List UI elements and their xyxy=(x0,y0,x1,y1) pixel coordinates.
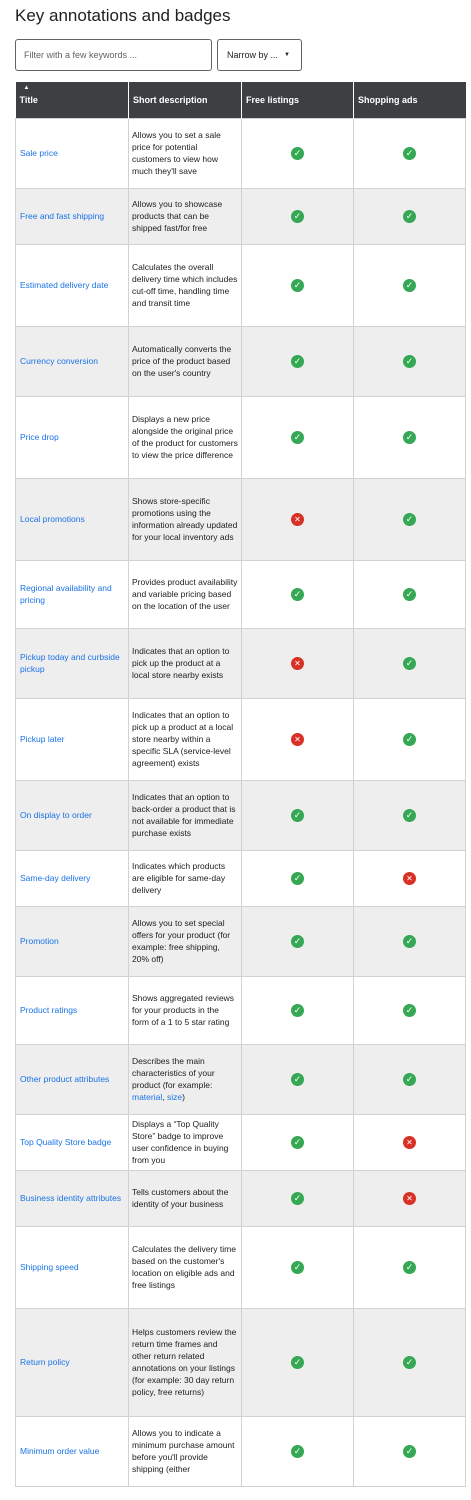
row-description xyxy=(129,478,242,560)
page-title: Key annotations and badges xyxy=(15,6,231,25)
shopping-ads-cell xyxy=(354,780,466,850)
row-description xyxy=(129,976,242,1044)
description-text: Calculates the overall delivery time which includes cut-off time, handling time and transit time xyxy=(132,262,238,308)
row-title-link[interactable]: Sale price xyxy=(16,118,129,188)
description-text: Indicates which products are eligible for same-day delivery xyxy=(132,861,226,895)
row-description xyxy=(129,244,242,326)
row-description xyxy=(129,906,242,976)
description-text: Indicates that an option to pick up a product at a local store nearby within a specific SLA (service-level agreement) exists xyxy=(132,710,234,768)
table-row xyxy=(16,396,466,478)
table-row xyxy=(16,560,466,628)
free-listings-cell xyxy=(242,906,354,976)
shopping-ads-cell xyxy=(354,628,466,698)
check-circle-icon: ✓ xyxy=(403,733,416,746)
cross-circle-icon: ✕ xyxy=(291,513,304,526)
row-description xyxy=(129,560,242,628)
table-row xyxy=(16,1114,466,1170)
row-title-link[interactable]: Return policy xyxy=(16,1308,129,1416)
table-row xyxy=(16,1308,466,1416)
check-circle-icon: ✓ xyxy=(291,588,304,601)
check-circle-icon: ✓ xyxy=(291,1136,304,1149)
check-circle-icon: ✓ xyxy=(403,431,416,444)
description-text: Allows you to set a sale price for potential customers to view how much they'll save xyxy=(132,130,221,176)
shopping-ads-cell xyxy=(354,188,466,244)
caret-down-icon: ▼ xyxy=(284,52,290,58)
free-listings-cell xyxy=(242,1416,354,1486)
shopping-ads-cell xyxy=(354,1170,466,1226)
free-listings-cell xyxy=(242,698,354,780)
column-header-free-listings[interactable]: Free listings xyxy=(242,82,354,118)
table-row xyxy=(16,850,466,906)
row-description xyxy=(129,118,242,188)
row-description xyxy=(129,628,242,698)
row-title-link[interactable]: On display to order xyxy=(16,780,129,850)
check-circle-icon: ✓ xyxy=(291,1261,304,1274)
row-title-link[interactable]: Pickup later xyxy=(16,698,129,780)
free-listings-cell xyxy=(242,628,354,698)
table-header-row xyxy=(16,82,466,118)
row-description xyxy=(129,1308,242,1416)
description-text: Allows you to set special offers for your product (for example: free shipping, 20% off) xyxy=(132,918,231,964)
row-title-link[interactable]: Product ratings xyxy=(16,976,129,1044)
table-row xyxy=(16,976,466,1044)
description-suffix: ) xyxy=(182,1092,185,1102)
free-listings-cell xyxy=(242,780,354,850)
check-circle-icon: ✓ xyxy=(403,1261,416,1274)
shopping-ads-cell xyxy=(354,244,466,326)
free-listings-cell xyxy=(242,396,354,478)
cross-circle-icon: ✕ xyxy=(403,1192,416,1205)
check-circle-icon: ✓ xyxy=(403,147,416,160)
row-title-link[interactable]: Minimum order value xyxy=(16,1416,129,1486)
table-row xyxy=(16,244,466,326)
row-description xyxy=(129,326,242,396)
row-title-link[interactable]: Currency conversion xyxy=(16,326,129,396)
check-circle-icon: ✓ xyxy=(403,1445,416,1458)
description-link[interactable]: size xyxy=(166,1092,183,1102)
description-text: Provides product availability and variable pricing based on the location of the user xyxy=(132,577,238,611)
free-listings-cell xyxy=(242,560,354,628)
check-circle-icon: ✓ xyxy=(403,809,416,822)
check-circle-icon: ✓ xyxy=(291,872,304,885)
check-circle-icon: ✓ xyxy=(403,513,416,526)
shopping-ads-cell xyxy=(354,396,466,478)
description-text: Automatically converts the price of the product based on the user's country xyxy=(132,344,232,378)
table-row xyxy=(16,780,466,850)
check-circle-icon: ✓ xyxy=(403,657,416,670)
shopping-ads-cell xyxy=(354,1308,466,1416)
shopping-ads-cell xyxy=(354,560,466,628)
check-circle-icon: ✓ xyxy=(403,588,416,601)
description-text: Shows aggregated reviews for your products in the form of a 1 to 5 star rating xyxy=(132,993,235,1027)
row-description xyxy=(129,698,242,780)
column-header-description[interactable]: Short description xyxy=(129,82,242,118)
table-row xyxy=(16,1226,466,1308)
shopping-ads-cell xyxy=(354,1044,466,1114)
row-title-link[interactable]: Business identity attributes xyxy=(16,1170,129,1226)
table-row xyxy=(16,698,466,780)
sort-ascending-icon: ▲ xyxy=(23,85,30,91)
table-row xyxy=(16,1170,466,1226)
free-listings-cell xyxy=(242,188,354,244)
free-listings-cell xyxy=(242,1226,354,1308)
row-title-link[interactable]: Free and fast shipping xyxy=(16,188,129,244)
check-circle-icon: ✓ xyxy=(403,1073,416,1086)
shopping-ads-cell xyxy=(354,698,466,780)
column-header-title[interactable]: ▲ Title xyxy=(16,82,129,118)
description-text: Indicates that an option to pick up the product at a local store nearby exists xyxy=(132,646,230,680)
description-text: Displays a new price alongside the original price of the product for customers to view the price difference xyxy=(132,414,238,460)
shopping-ads-cell xyxy=(354,326,466,396)
check-circle-icon: ✓ xyxy=(291,210,304,223)
table-row xyxy=(16,1044,466,1114)
row-title-link[interactable]: Promotion xyxy=(16,906,129,976)
row-title-link[interactable]: Estimated delivery date xyxy=(16,244,129,326)
check-circle-icon: ✓ xyxy=(291,1073,304,1086)
description-text: Tells customers about the identity of your business xyxy=(132,1187,229,1209)
row-description xyxy=(129,850,242,906)
free-listings-cell xyxy=(242,1114,354,1170)
table-row xyxy=(16,1416,466,1486)
row-description xyxy=(129,1114,242,1170)
shopping-ads-cell xyxy=(354,1114,466,1170)
check-circle-icon: ✓ xyxy=(291,355,304,368)
row-title-link[interactable]: Same-day delivery xyxy=(16,850,129,906)
free-listings-cell xyxy=(242,326,354,396)
column-header-shopping-ads[interactable]: Shopping ads xyxy=(354,82,466,118)
check-circle-icon: ✓ xyxy=(403,355,416,368)
description-text: Displays a “Top Quality Store” badge to improve user confidence in buying from you xyxy=(132,1119,229,1165)
check-circle-icon: ✓ xyxy=(403,279,416,292)
cross-circle-icon: ✕ xyxy=(403,1136,416,1149)
free-listings-cell xyxy=(242,850,354,906)
check-circle-icon: ✓ xyxy=(291,1356,304,1369)
shopping-ads-cell xyxy=(354,976,466,1044)
description-text: Indicates that an option to back-order a product that is not available for immediate purchase exists xyxy=(132,792,236,838)
cross-circle-icon: ✕ xyxy=(291,657,304,670)
check-circle-icon: ✓ xyxy=(291,1445,304,1458)
filter-input[interactable] xyxy=(15,39,212,71)
check-circle-icon: ✓ xyxy=(291,809,304,822)
narrow-by-label: Narrow by ... xyxy=(227,50,279,60)
cross-circle-icon: ✕ xyxy=(291,733,304,746)
check-circle-icon: ✓ xyxy=(291,1004,304,1017)
description-text: Allows you to indicate a minimum purchase amount before you'll provide shipping (either xyxy=(132,1428,235,1474)
free-listings-cell xyxy=(242,478,354,560)
shopping-ads-cell xyxy=(354,478,466,560)
annotations-table xyxy=(15,82,466,1487)
check-circle-icon: ✓ xyxy=(291,147,304,160)
description-text: Calculates the delivery time based on the customer's location on eligible ads and free listings xyxy=(132,1244,236,1290)
row-title-link[interactable]: Other product attributes xyxy=(16,1044,129,1114)
row-title-link[interactable]: Shipping speed xyxy=(16,1226,129,1308)
description-text: Shows store-specific promotions using the information already updated for your local inventory ads xyxy=(132,496,238,542)
table-row xyxy=(16,478,466,560)
check-circle-icon: ✓ xyxy=(291,279,304,292)
shopping-ads-cell xyxy=(354,1416,466,1486)
row-description xyxy=(129,1226,242,1308)
free-listings-cell xyxy=(242,976,354,1044)
description-text: Helps customers review the return time frames and other return related annotations on your listings (for example: 30 day return policy, free returns) xyxy=(132,1327,237,1397)
table-row xyxy=(16,628,466,698)
table-body xyxy=(16,118,466,1486)
check-circle-icon: ✓ xyxy=(403,935,416,948)
narrow-by-dropdown[interactable] xyxy=(217,39,302,71)
row-description xyxy=(129,1416,242,1486)
free-listings-cell xyxy=(242,244,354,326)
row-description xyxy=(129,780,242,850)
check-circle-icon: ✓ xyxy=(291,431,304,444)
row-description xyxy=(129,396,242,478)
row-title-link[interactable]: Local promotions xyxy=(16,478,129,560)
table-row xyxy=(16,906,466,976)
row-title-link[interactable]: Price drop xyxy=(16,396,129,478)
shopping-ads-cell xyxy=(354,118,466,188)
row-description xyxy=(129,1170,242,1226)
description-text: Describes the main characteristics of your product (for example: xyxy=(132,1056,215,1090)
shopping-ads-cell xyxy=(354,850,466,906)
table-row xyxy=(16,326,466,396)
check-circle-icon: ✓ xyxy=(403,1356,416,1369)
table-row xyxy=(16,188,466,244)
shopping-ads-cell xyxy=(354,1226,466,1308)
free-listings-cell xyxy=(242,1308,354,1416)
free-listings-cell xyxy=(242,118,354,188)
free-listings-cell xyxy=(242,1170,354,1226)
description-link[interactable]: material xyxy=(132,1092,163,1102)
check-circle-icon: ✓ xyxy=(403,210,416,223)
row-title-link[interactable]: Regional availability and pricing xyxy=(16,560,129,628)
check-circle-icon: ✓ xyxy=(291,1192,304,1205)
shopping-ads-cell xyxy=(354,906,466,976)
cross-circle-icon: ✕ xyxy=(403,872,416,885)
row-title-link[interactable]: Top Quality Store badge xyxy=(16,1114,129,1170)
check-circle-icon: ✓ xyxy=(403,1004,416,1017)
row-description: Describes the main characteristics of your product (for example: material, size) xyxy=(129,1044,242,1114)
table-row xyxy=(16,118,466,188)
row-title-link[interactable]: Pickup today and curbside pickup xyxy=(16,628,129,698)
description-text: Allows you to showcase products that can be shipped fast/for free xyxy=(132,199,223,233)
check-circle-icon: ✓ xyxy=(291,935,304,948)
row-description xyxy=(129,188,242,244)
free-listings-cell xyxy=(242,1044,354,1114)
